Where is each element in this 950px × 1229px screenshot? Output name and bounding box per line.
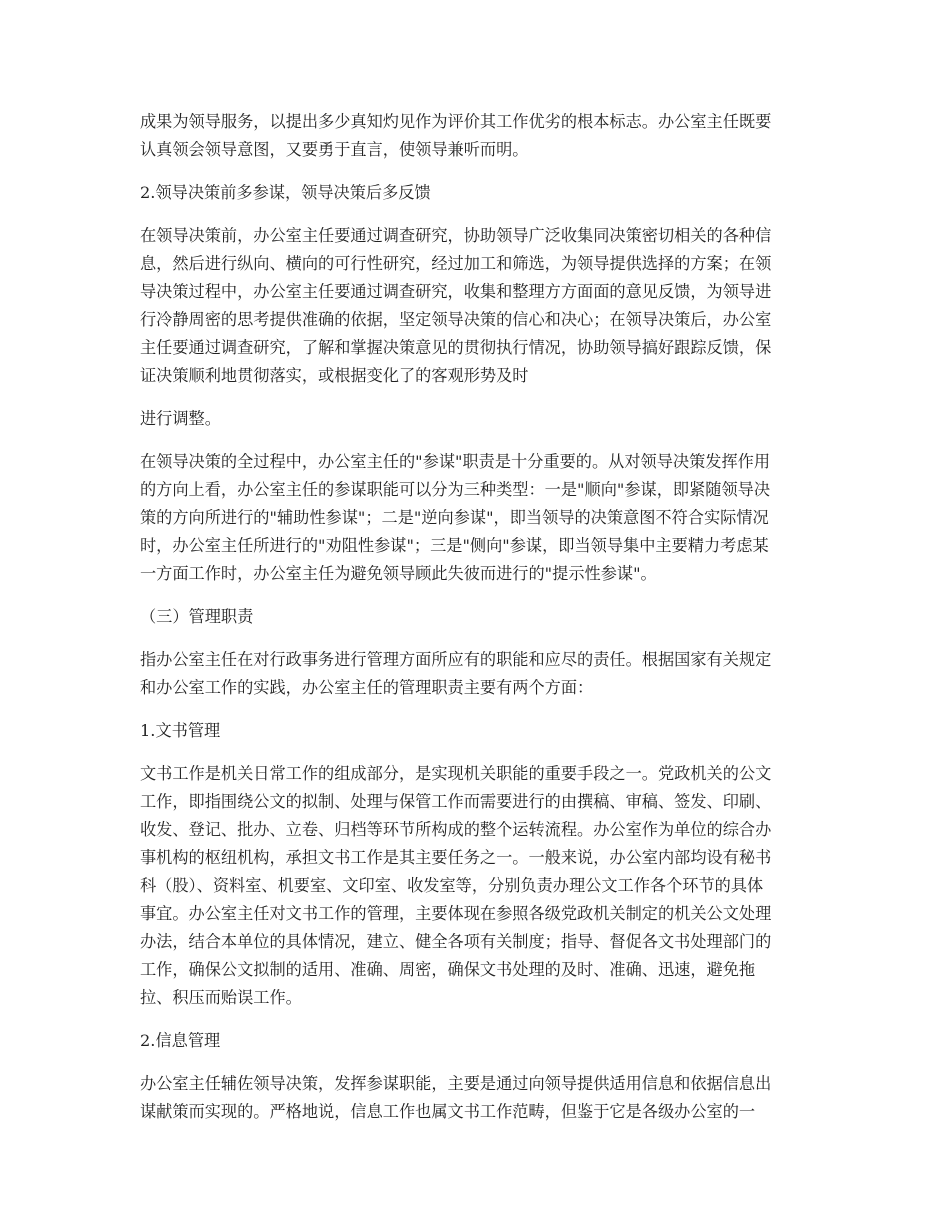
text-line: 一方面工作时，办公室主任为避免领导顾此失彼而进行的"提示性参谋"。 <box>140 564 657 583</box>
text-line: （三）管理职责 <box>140 607 254 626</box>
text-line: 认真领会领导意图，又要勇于直言，使领导兼听而明。 <box>140 140 529 159</box>
text-line: 文书工作是机关日常工作的组成部分，是实现机关职能的重要手段之一。党政机关的公文 <box>140 764 772 783</box>
text-line: 工作，确保公文拟制的适用、准确、周密，确保文书处理的及时、准确、迅速，避免拖 <box>140 960 756 979</box>
text-line: 2.信息管理 <box>140 1031 221 1050</box>
section-heading <box>140 717 812 745</box>
text-line: 事宜。办公室主任对文书工作的管理，主要体现在参照各级党政机关制定的机关公文处理 <box>140 904 772 923</box>
body-paragraph <box>140 108 812 164</box>
text-line: 事机构的枢纽机构，承担文书工作是其主要任务之一。一般来说，办公室内部均设有秘书 <box>140 848 772 867</box>
text-line: 和办公室工作的实践，办公室主任的管理职责主要有两个方面： <box>140 678 594 697</box>
text-line: 策的方向所进行的"辅助性参谋"；二是"逆向参谋"，即当领导的决策意图不符合实际情况 <box>140 508 769 527</box>
text-line: 1.文书管理 <box>140 721 221 740</box>
text-line: 办法，结合本单位的具体情况，建立、健全各项有关制度；指导、督促各文书处理部门的 <box>140 932 772 951</box>
text-line: 证决策顺利地贯彻落实，或根据变化了的客观形势及时 <box>140 366 529 385</box>
document-page <box>140 108 812 1141</box>
text-line: 工作，即指围绕公文的拟制、处理与保管工作而需要进行的由撰稿、审稿、签发、印刷、 <box>140 792 772 811</box>
text-line: 主任要通过调查研究，了解和掌握决策意见的贯彻执行情况，协助领导搞好跟踪反馈，保 <box>140 338 772 357</box>
section-heading <box>140 1027 812 1055</box>
text-line: 行冷静周密的思考提供准确的依据，坚定领导决策的信心和决心；在领导决策后，办公室 <box>140 310 772 329</box>
text-line: 谋献策而实现的。严格地说，信息工作也属文书工作范畴，但鉴于它是各级办公室的一 <box>140 1102 756 1121</box>
text-line: 2.领导决策前多参谋，领导决策后多反馈 <box>140 183 431 202</box>
text-line: 办公室主任辅佐领导决策，发挥参谋职能，主要是通过向领导提供适用信息和依据信息出 <box>140 1074 772 1093</box>
section-heading <box>140 603 812 631</box>
text-line: 在领导决策前，办公室主任要通过调查研究，协助领导广泛收集同决策密切相关的各种信 <box>140 226 772 245</box>
text-line: 的方向上看，办公室主任的参谋职能可以分为三种类型：一是"顺向"参谋，即紧随领导决 <box>140 480 771 499</box>
text-line: 科（股）、资料室、机要室、文印室、收发室等，分别负责办理公文工作各个环节的具体 <box>140 876 764 895</box>
text-line: 拉、积压而贻误工作。 <box>140 988 302 1007</box>
body-paragraph <box>140 448 812 588</box>
text-line: 指办公室主任在对行政事务进行管理方面所应有的职能和应尽的责任。根据国家有关规定 <box>140 650 772 669</box>
section-heading <box>140 179 812 207</box>
text-line: 收发、登记、批办、立卷、归档等环节所构成的整个运转流程。办公室作为单位的综合办 <box>140 820 772 839</box>
body-paragraph <box>140 1070 812 1126</box>
body-paragraph <box>140 760 812 1012</box>
text-line: 导决策过程中，办公室主任要通过调查研究，收集和整理方方面面的意见反馈，为领导进 <box>140 282 772 301</box>
body-paragraph <box>140 222 812 390</box>
body-paragraph <box>140 405 812 433</box>
body-paragraph <box>140 646 812 702</box>
text-line: 在领导决策的全过程中，办公室主任的"参谋"职责是十分重要的。从对领导决策发挥作用 <box>140 452 771 471</box>
text-line: 成果为领导服务，以提出多少真知灼见作为评价其工作优劣的根本标志。办公室主任既要 <box>140 112 772 131</box>
text-line: 息，然后进行纵向、横向的可行性研究，经过加工和筛选，为领导提供选择的方案；在领 <box>140 254 772 273</box>
text-line: 进行调整。 <box>140 409 221 428</box>
text-line: 时，办公室主任所进行的"劝阻性参谋"；三是"侧向"参谋，即当领导集中主要精力考虑某 <box>140 536 769 555</box>
